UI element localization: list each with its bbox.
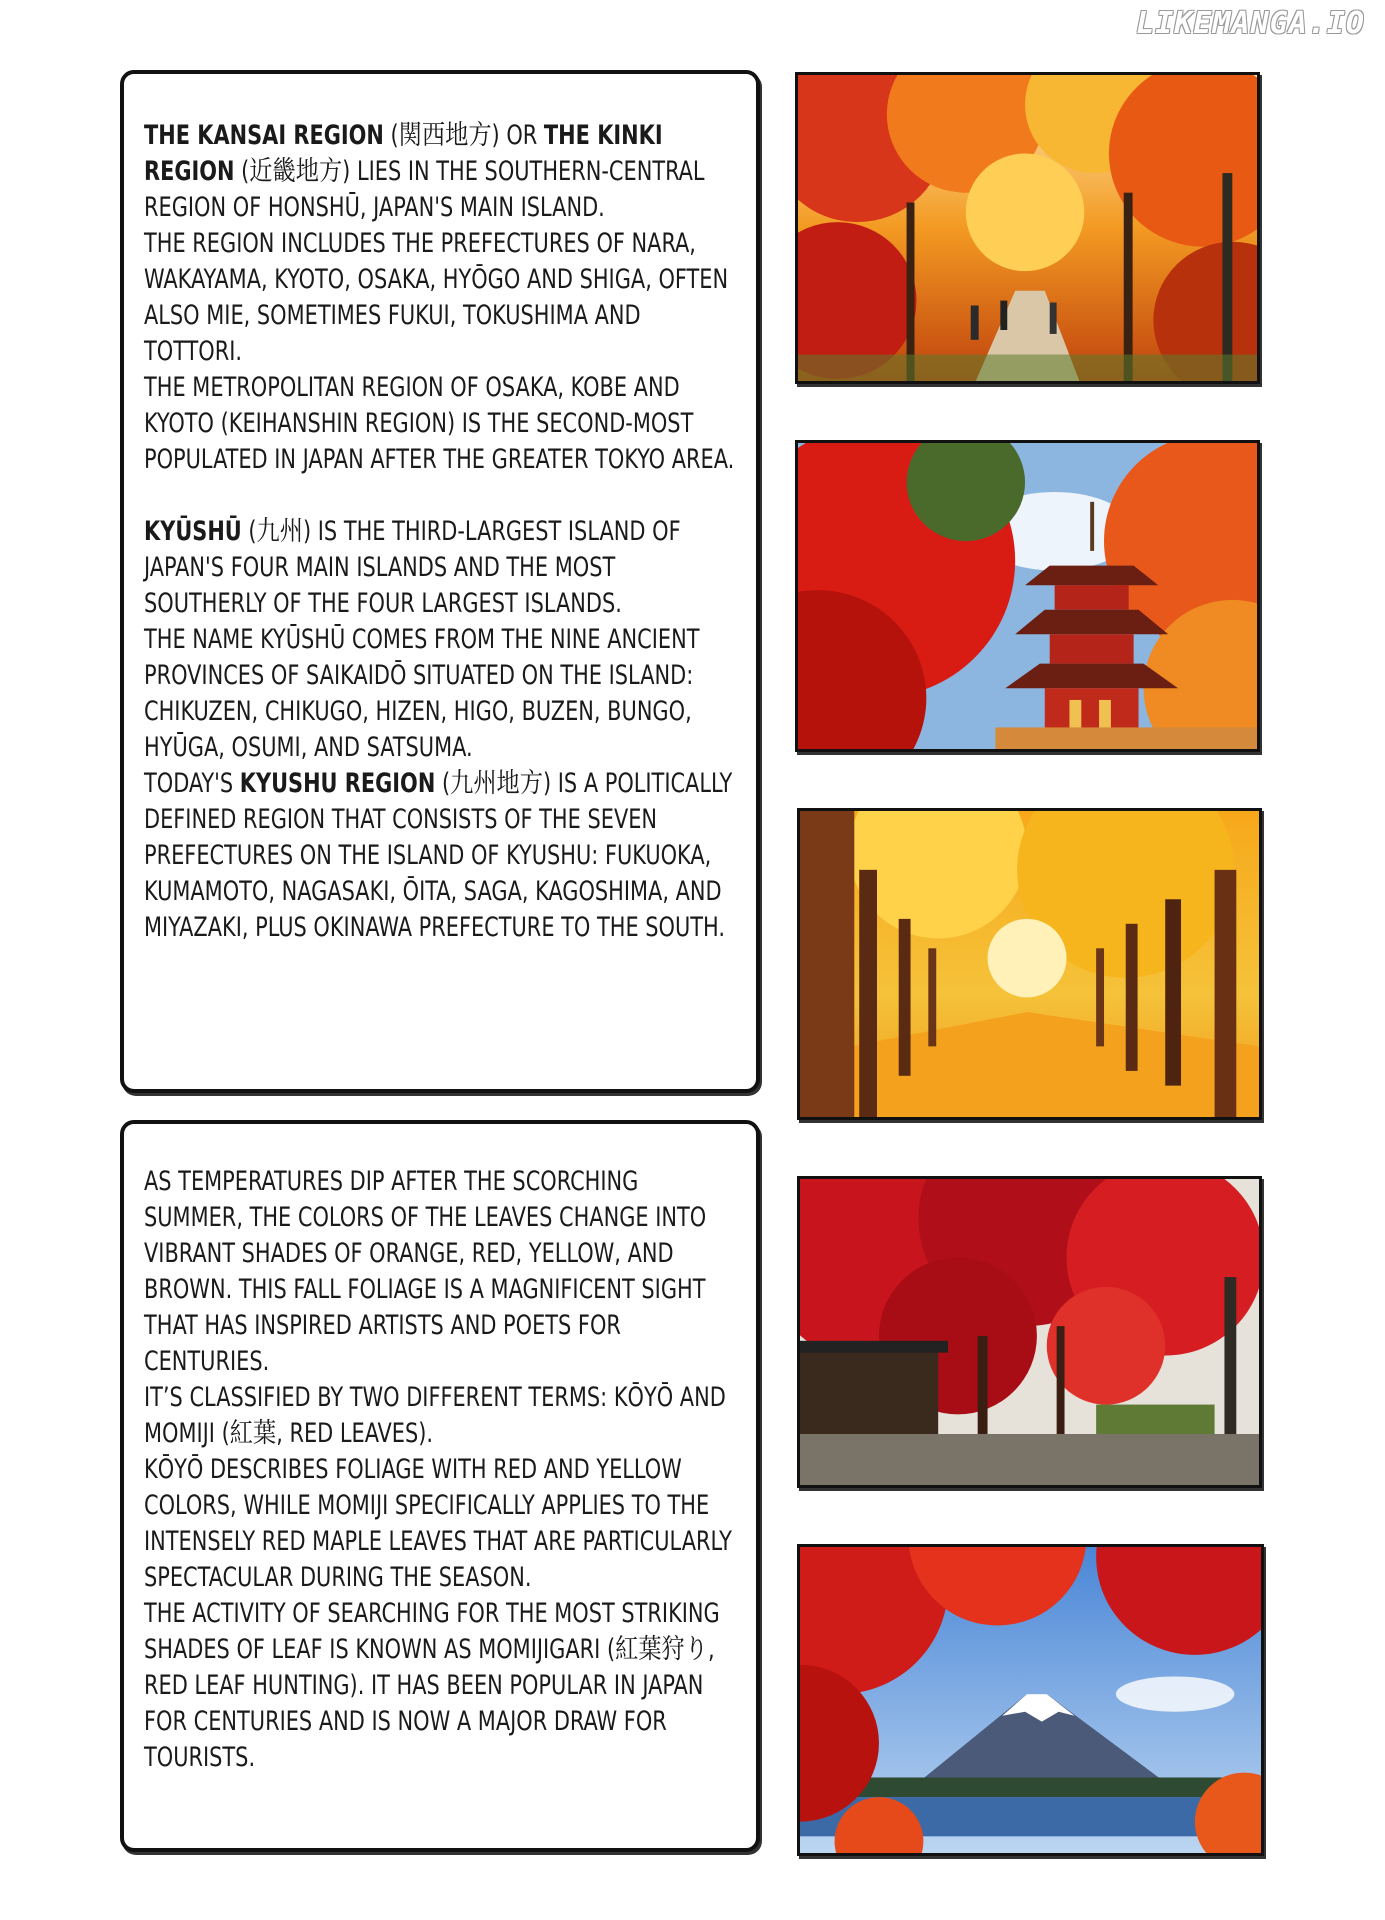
text-panel-kansai-kyushu [120, 70, 760, 1093]
name-origin-paragraph: THE NAME KYŪSHŪ COMES FROM THE NINE ANCIENT PROVINCES OF SAIKAIDŌ SITUATED ON THE ISLAND: CHIKUZEN, CHIKUGO, HIZEN, HIGO, BUZEN, BUNGO, HYŪGA, OSUMI, AND SATSUMA. [144, 624, 700, 763]
kansai-paragraph: THE KANSAI REGION (関西地方) OR THE KINKI REGION (近畿地方) LIES IN THE SOUTHERN-CENTRAL REGION OF HONSHŪ, JAPAN'S MAIN ISLAND. [144, 120, 705, 223]
kyushu-paragraph: KYŪSHŪ (九州) IS THE THIRD-LARGEST ISLAND OF JAPAN'S FOUR MAIN ISLANDS AND THE MOST SOUTHERLY OF THE FOUR LARGEST ISLANDS. [144, 516, 681, 619]
metro-paragraph: THE METROPOLITAN REGION OF OSAKA, KOBE AND KYOTO (KEIHANSHIN REGION) IS THE SECOND-MOST POPULATED IN JAPAN AFTER THE GREATER TOKYO AREA. [144, 372, 735, 475]
koyo-paragraph: KŌYŌ DESCRIBES FOLIAGE WITH RED AND YELLOW COLORS, WHILE MOMIJI SPECIFICALLY APPLIES TO THE INTENSELY RED MAPLE LEAVES THAT ARE PARTICULARLY SPECTACULAR DURING THE SEASON. [144, 1454, 732, 1593]
foliage-intro-paragraph: AS TEMPERATURES DIP AFTER THE SCORCHING SUMMER, THE COLORS OF THE LEAVES CHANGE INTO VIBRANT SHADES OF ORANGE, RED, YELLOW, AND BROWN. THIS FALL FOLIAGE IS A MAGNIFICENT SIGHT THAT HAS INSPIRED ARTISTS AND POETS FOR CENTURIES. [144, 1166, 707, 1377]
site-watermark: LIKEMANGA.IO [1136, 6, 1365, 41]
autumn-path-photo [795, 72, 1260, 384]
text-panel-autumn-foliage [120, 1120, 760, 1852]
mount-fuji-maple-photo [797, 1544, 1264, 1856]
pagoda-autumn-photo [795, 440, 1260, 752]
ginkgo-avenue-photo [797, 808, 1262, 1120]
red-maple-temple-photo [797, 1176, 1262, 1488]
momijigari-paragraph: THE ACTIVITY OF SEARCHING FOR THE MOST STRIKING SHADES OF LEAF IS KNOWN AS MOMIJIGARI (紅葉狩り, RED LEAF HUNTING). IT HAS BEEN POPULAR IN JAPAN FOR CENTURIES AND IS NOW A MAJOR DRAW FOR TOURISTS. [144, 1598, 720, 1773]
terms-paragraph: IT’S CLASSIFIED BY TWO DIFFERENT TERMS: KŌYŌ AND MOMIJI (紅葉, RED LEAVES). [144, 1382, 726, 1449]
kyushu-region-paragraph: TODAY'S KYUSHU REGION (九州地方) IS A POLITICALLY DEFINED REGION THAT CONSISTS OF THE SEVEN PREFECTURES ON THE ISLAND OF KYUSHU: FUKUOKA, KUMAMOTO, NAGASAKI, ŌITA, SAGA, KAGOSHIMA, AND MIYAZAKI, PLUS OKINAWA PREFECTURE TO THE SOUTH. [144, 768, 733, 943]
prefectures-paragraph: THE REGION INCLUDES THE PREFECTURES OF NARA, WAKAYAMA, KYOTO, OSAKA, HYŌGO AND SHIGA, OFTEN ALSO MIE, SOMETIMES FUKUI, TOKUSHIMA AND TOTTORI. [144, 228, 729, 367]
